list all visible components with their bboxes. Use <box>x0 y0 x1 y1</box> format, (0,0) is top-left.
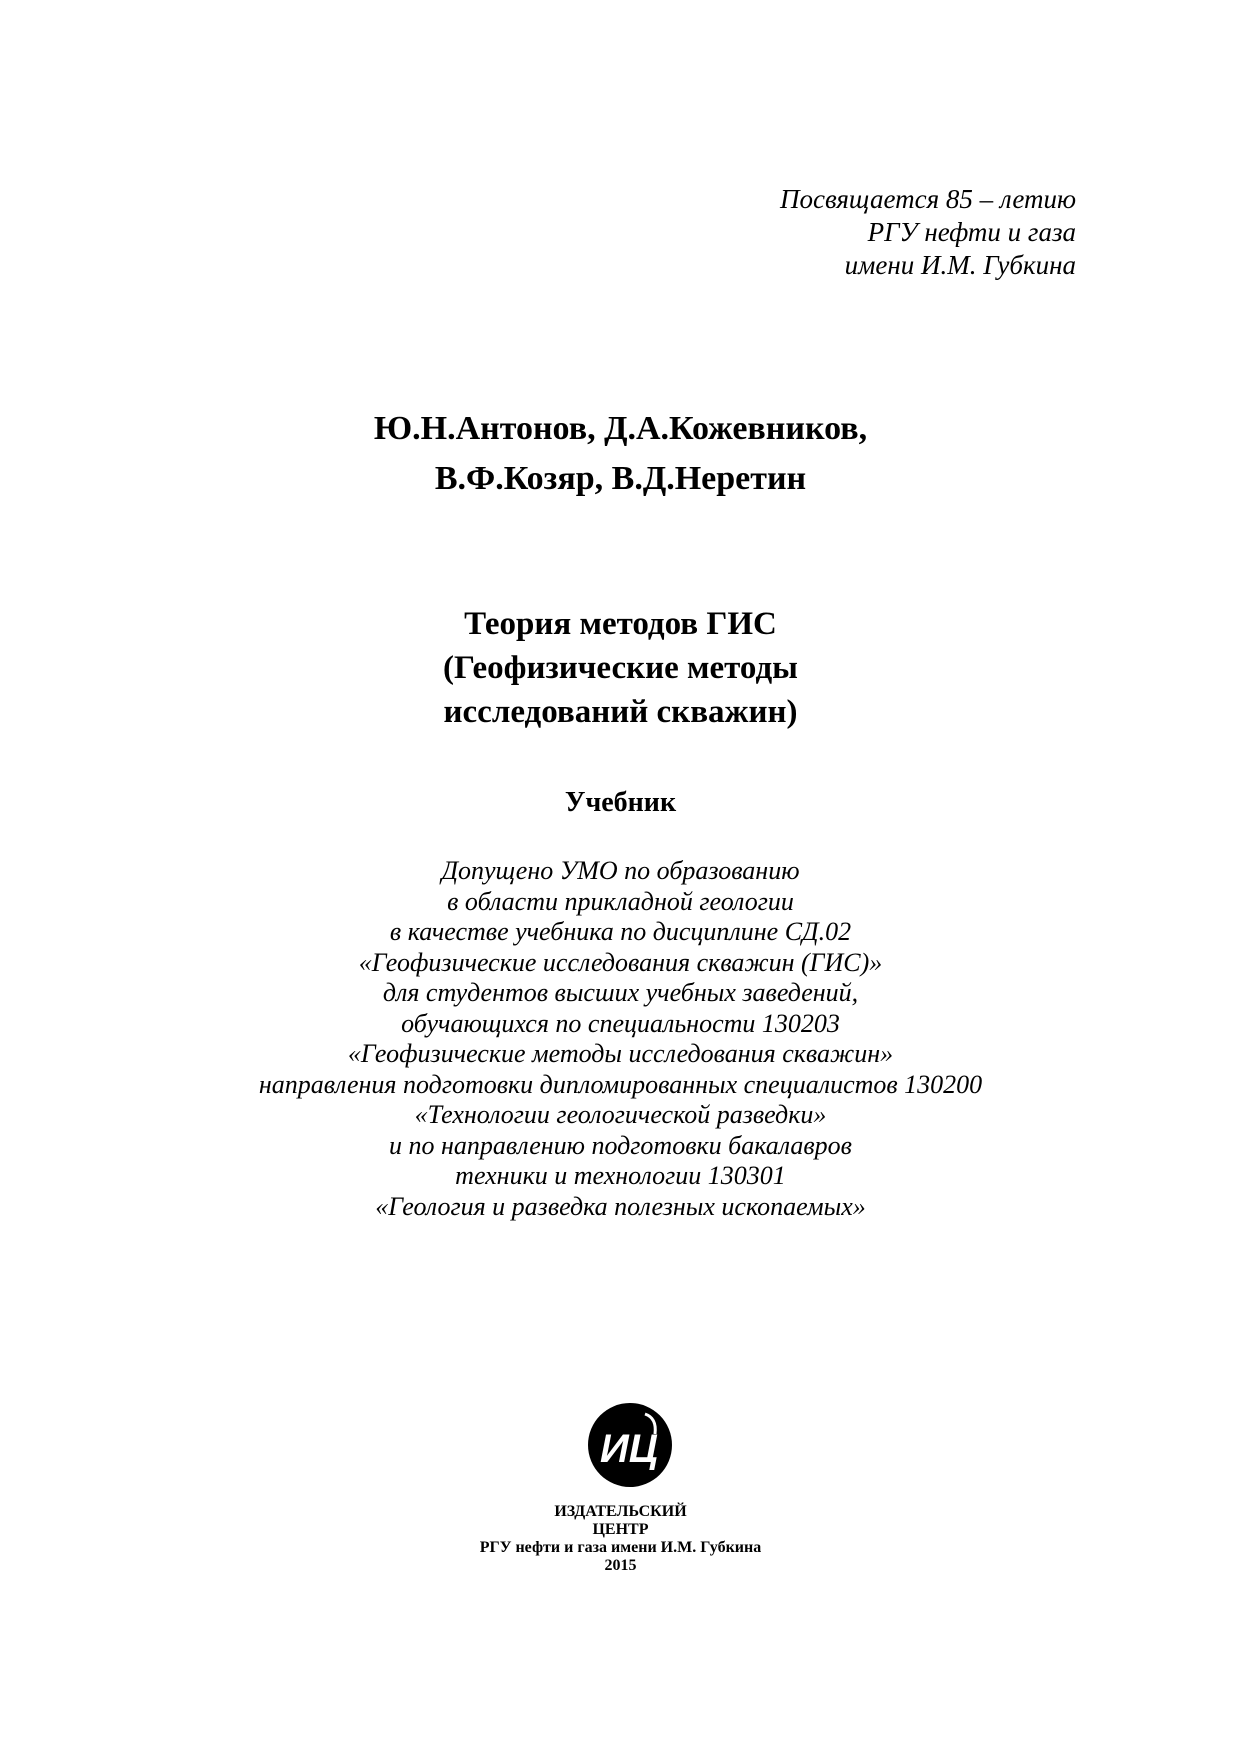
approval-line: обучающихся по специальности 130203 <box>401 1008 840 1038</box>
publisher-line: РГУ нефти и газа имени И.М. Губкина <box>479 1539 762 1556</box>
approval-line: «Геология и разведка полезных ископаемых» <box>375 1191 866 1221</box>
approval-line: в области прикладной геологии <box>447 886 794 916</box>
approval-line: направления подготовки дипломированных специалистов 130200 <box>258 1069 983 1099</box>
book-title <box>0 602 1241 734</box>
approval-line: в качестве учебника по дисциплине СД.02 <box>389 917 852 946</box>
approval-line: «Геофизические методы исследования скважин» <box>347 1039 894 1068</box>
approval-statement <box>0 856 1241 1222</box>
publisher-line: ИЗДАТЕЛЬСКИЙ <box>554 1503 687 1520</box>
title-line: Теория методов ГИС <box>464 606 777 642</box>
publication-year: 2015 <box>604 1557 637 1574</box>
dedication-line: РГУ нефти и газа <box>867 217 1076 247</box>
publisher-logo-icon <box>585 1400 675 1490</box>
dedication <box>780 183 1076 282</box>
approval-line: «Геофизические исследования скважин (ГИС)» <box>358 947 883 977</box>
dedication-line: имени И.М. Губкина <box>844 250 1076 280</box>
authors <box>0 404 1241 504</box>
authors-line: В.Ф.Козяр, В.Д.Неретин <box>434 460 807 497</box>
publisher-logo-icon <box>585 1400 675 1490</box>
approval-line: для студентов высших учебных заведений, <box>382 978 859 1007</box>
svg-text:ИЦ: ИЦ <box>600 1427 658 1471</box>
approval-line: «Технологии геологической разведки» <box>414 1100 827 1129</box>
approval-line: техники и технологии 130301 <box>455 1161 786 1190</box>
title-line: исследований скважин) <box>443 694 798 730</box>
publisher-line: ЦЕНТР <box>592 1521 649 1538</box>
book-type: Учебник <box>564 787 677 818</box>
approval-line: и по направлению подготовки бакалавров <box>389 1130 852 1160</box>
publisher <box>0 1503 1241 1575</box>
title-line: (Геофизические методы <box>443 650 798 686</box>
dedication-line: Посвящается 85 – летию <box>780 184 1076 214</box>
approval-line: Допущено УМО по образованию <box>441 856 800 885</box>
authors-line: Ю.Н.Антонов, Д.А.Кожевников, <box>373 410 868 447</box>
